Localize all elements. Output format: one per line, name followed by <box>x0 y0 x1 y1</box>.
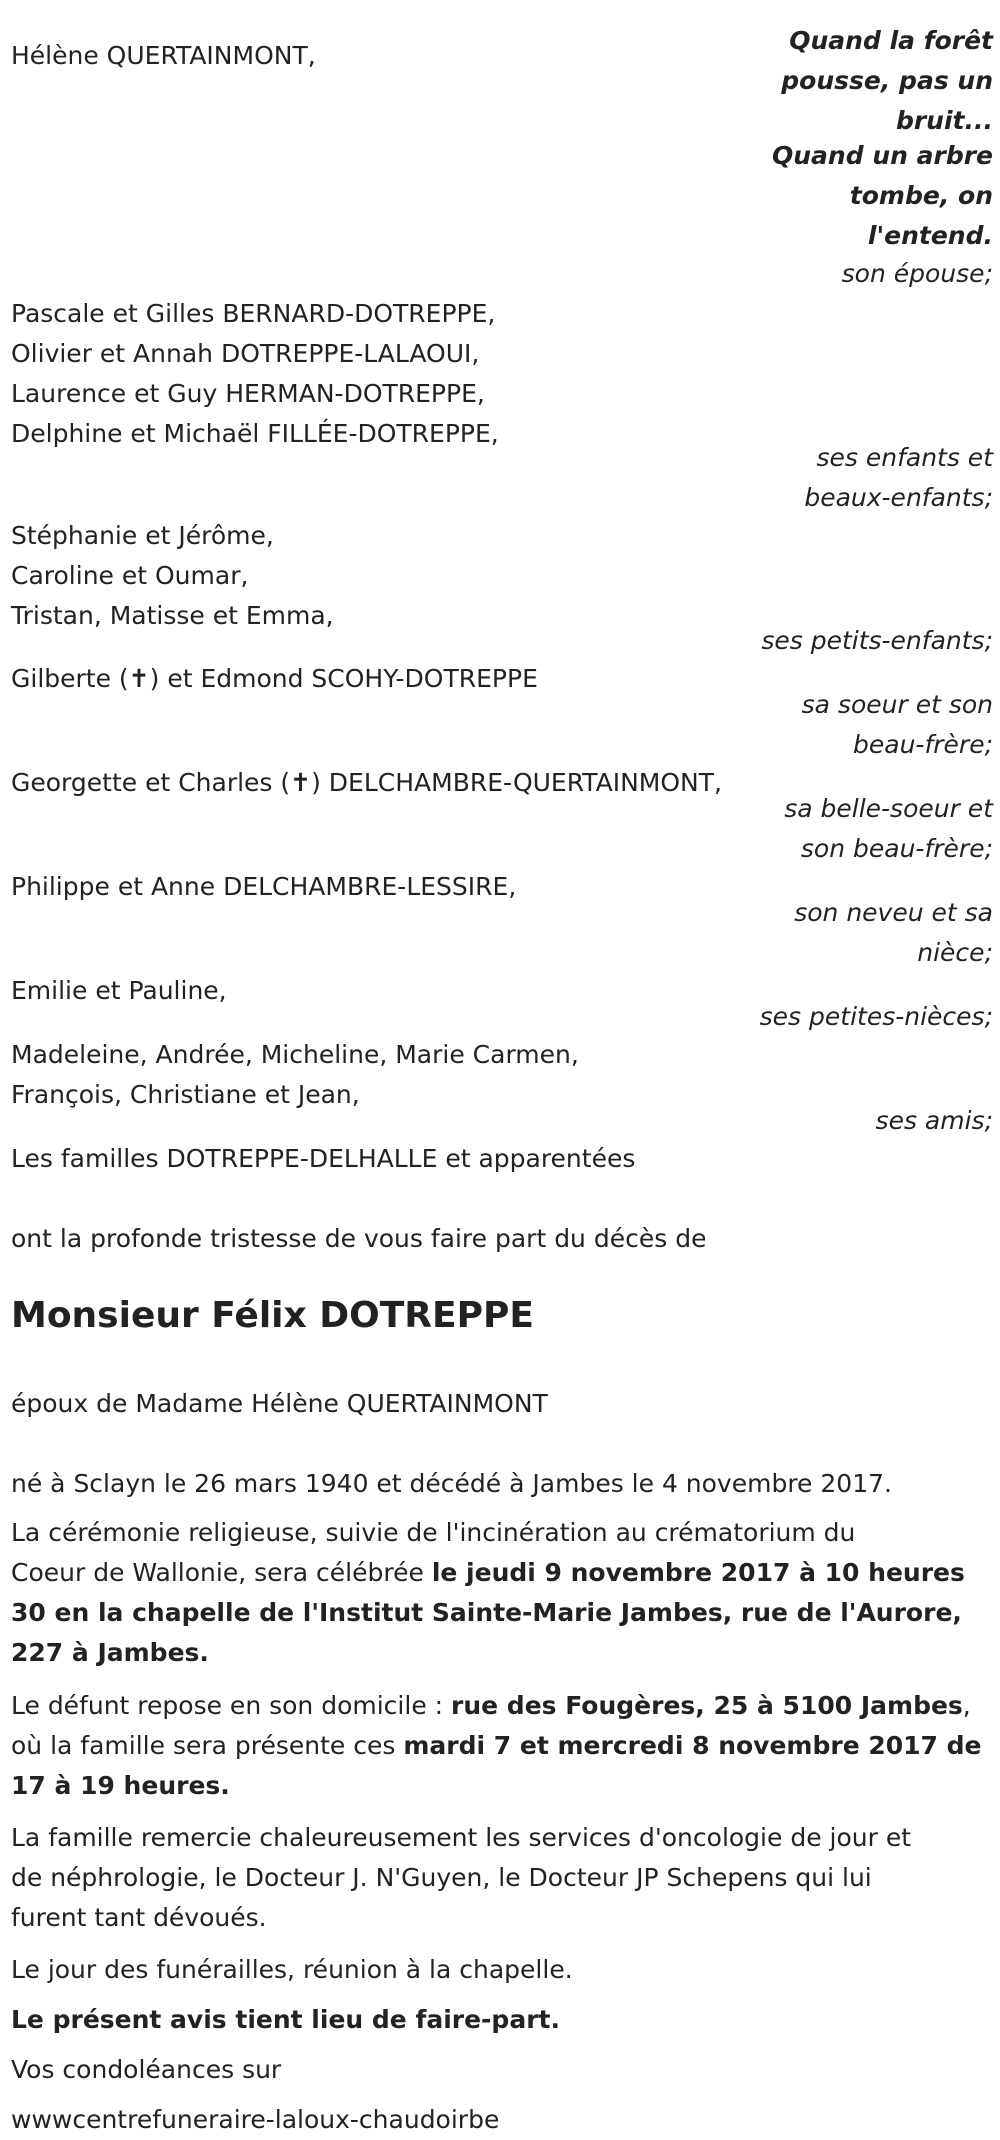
thanks-line: de néphrologie, le Docteur J. N'Guyen, le Docteur JP Schepens qui lui <box>11 1863 872 1892</box>
friends-name: François, Christiane et Jean, <box>11 1080 360 1109</box>
grandnieces-role: ses petites-nièces; <box>759 1002 993 1031</box>
grandnieces-name: Emilie et Pauline, <box>11 976 227 1005</box>
friends-name: Madeleine, Andrée, Micheline, Marie Carmen, <box>11 1040 579 1069</box>
ceremony-line: La cérémonie religieuse, suivie de l'incinération au crématorium du <box>11 1518 856 1547</box>
sister-in-law-role: son beau-frère; <box>800 834 993 863</box>
nephew-name: Philippe et Anne DELCHAMBRE-LESSIRE, <box>11 872 517 901</box>
grandchild-name: Stéphanie et Jérôme, <box>11 521 274 550</box>
sister-in-law-role: sa belle-soeur et <box>784 794 993 823</box>
wife-role: son épouse; <box>841 259 993 288</box>
poem-line: bruit... <box>895 106 993 135</box>
child-couple: Pascale et Gilles BERNARD-DOTREPPE, <box>11 299 496 328</box>
ceremony-line: 30 en la chapelle de l'Institut Sainte-Marie Jambes, rue de l'Aurore, <box>11 1598 962 1627</box>
thanks-line: La famille remercie chaleureusement les services d'oncologie de jour et <box>11 1823 912 1852</box>
thanks-line: furent tant dévoués. <box>11 1903 267 1932</box>
website-link[interactable]: wwwcentrefuneraire-laloux-chaudoirbe <box>11 2105 500 2134</box>
nephew-role: nièce; <box>917 938 993 967</box>
spouse-line: époux de Madame Hélène QUERTAINMONT <box>11 1389 548 1418</box>
ceremony-line: Coeur de Wallonie, sera célébrée le jeudi 9 novembre 2017 à 10 heures <box>11 1558 965 1587</box>
children-role: ses enfants et <box>816 443 993 472</box>
grandchild-name: Tristan, Matisse et Emma, <box>11 601 334 630</box>
nephew-role: son neveu et sa <box>794 898 993 927</box>
sister-in-law-name: Georgette et Charles (✝) DELCHAMBRE-QUERTAINMONT, <box>11 768 722 797</box>
children-role: beaux-enfants; <box>804 483 993 512</box>
sister-name: Gilberte (✝) et Edmond SCOHY-DOTREPPE <box>11 664 538 693</box>
grandchildren-role: ses petits-enfants; <box>761 626 993 655</box>
wife-name: Hélène QUERTAINMONT, <box>11 41 316 70</box>
grandchild-name: Caroline et Oumar, <box>11 561 249 590</box>
visitation-line: Le défunt repose en son domicile : rue des Fougères, 25 à 5100 Jambes, <box>11 1691 971 1720</box>
sister-role: beau-frère; <box>853 730 993 759</box>
friends-role: ses amis; <box>875 1106 993 1135</box>
poem-line: Quand un arbre <box>772 141 993 170</box>
families-line: Les familles DOTREPPE-DELHALLE et apparentées <box>11 1144 636 1173</box>
condolences-label: Vos condoléances sur <box>11 2055 282 2084</box>
poem-line: Quand la forêt <box>789 26 993 55</box>
poem-line: pousse, pas un <box>781 66 993 95</box>
visitation-line: où la famille sera présente ces mardi 7 et mercredi 8 novembre 2017 de <box>11 1731 982 1760</box>
poem-line: tombe, on <box>849 181 993 210</box>
poem-line: l'entend. <box>867 221 993 250</box>
notice-line: Le présent avis tient lieu de faire-part. <box>11 2005 560 2034</box>
child-couple: Delphine et Michaël FILLÉE-DOTREPPE, <box>11 419 499 448</box>
announcement: ont la profonde tristesse de vous faire part du décès de <box>11 1224 707 1253</box>
ceremony-line: 227 à Jambes. <box>11 1638 209 1667</box>
birth-death: né à Sclayn le 26 mars 1940 et décédé à Jambes le 4 novembre 2017. <box>11 1469 892 1498</box>
child-couple: Olivier et Annah DOTREPPE-LALAOUI, <box>11 339 480 368</box>
visitation-line: 17 à 19 heures. <box>11 1771 230 1800</box>
sister-role: sa soeur et son <box>801 690 993 719</box>
reunion-line: Le jour des funérailles, réunion à la chapelle. <box>11 1955 573 1984</box>
child-couple: Laurence et Guy HERMAN-DOTREPPE, <box>11 379 485 408</box>
deceased-name: Monsieur Félix DOTREPPE <box>11 1295 534 1336</box>
